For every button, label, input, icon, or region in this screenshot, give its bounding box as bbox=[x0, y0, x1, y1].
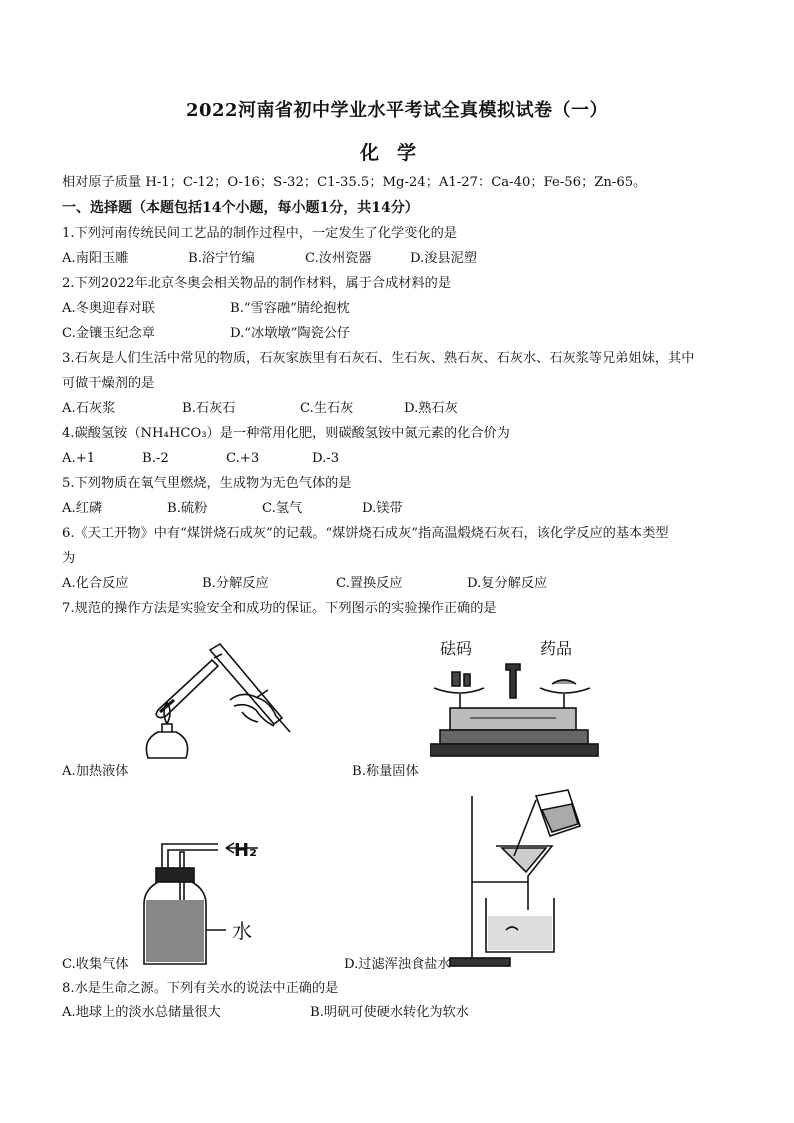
q3-stem-line1: 3.石灰是人们生活中常见的物质，石灰家族里有石灰石、生石灰、熟石灰、石灰水、石灰浆等兄弟姐妹，其中 bbox=[62, 351, 695, 366]
figure-gas-collection bbox=[140, 830, 290, 970]
q4-option-b[interactable]: B.-2 bbox=[142, 451, 169, 466]
q2-options-row2 bbox=[62, 325, 742, 343]
q8-option-b[interactable]: B.明矾可使硬水转化为软水 bbox=[310, 1005, 469, 1020]
q7-option-d[interactable]: D.过滤浑浊食盐水 bbox=[344, 957, 451, 972]
q4-option-d[interactable]: D.-3 bbox=[312, 451, 340, 466]
q3-option-d[interactable]: D.熟石灰 bbox=[404, 401, 458, 416]
q5-option-d[interactable]: D.镁带 bbox=[362, 501, 403, 516]
q7-option-b[interactable]: B.称量固体 bbox=[352, 764, 419, 779]
label-weights: 砝码 bbox=[440, 639, 473, 658]
q3-options bbox=[62, 400, 742, 418]
q3-stem-line2: 可做干燥剂的是 bbox=[62, 376, 155, 391]
q1-option-d[interactable]: D.浚县泥塑 bbox=[410, 251, 478, 266]
q4-options bbox=[62, 450, 742, 468]
q7-option-a[interactable]: A.加热液体 bbox=[62, 764, 129, 779]
q6-options bbox=[62, 575, 742, 593]
label-water: 水 bbox=[232, 919, 252, 943]
atomic-mass-line: 相对原子质量 H-1；C-12；O-16；S-32；C1-35.5；Mg-24；A1-27：Ca-40；Fe-56；Zn-65。 bbox=[62, 175, 647, 190]
q1-stem: 1.下列河南传统民间工艺品的制作过程中，一定发生了化学变化的是 bbox=[62, 226, 458, 241]
q6-option-b[interactable]: B.分解反应 bbox=[202, 576, 269, 591]
q2-option-c[interactable]: C.金镶玉纪念章 bbox=[62, 326, 155, 341]
q2-option-d[interactable]: D.“冰墩墩”陶瓷公仔 bbox=[230, 326, 351, 341]
q5-option-b[interactable]: B.硫粉 bbox=[167, 501, 208, 516]
q8-option-a[interactable]: A.地球上的淡水总储量很大 bbox=[62, 1005, 221, 1020]
q1-options bbox=[62, 250, 742, 268]
q5-option-a[interactable]: A.红磷 bbox=[62, 501, 103, 516]
label-h2: H₂ bbox=[234, 840, 257, 861]
q2-option-a[interactable]: A.冬奥迎春对联 bbox=[62, 301, 155, 316]
q7-option-c[interactable]: C.收集气体 bbox=[62, 957, 129, 972]
q7-stem: 7.规范的操作方法是实验安全和成功的保证。下列图示的实验操作正确的是 bbox=[62, 601, 497, 616]
q1-option-c[interactable]: C.汝州瓷器 bbox=[305, 251, 372, 266]
q6-option-c[interactable]: C.置换反应 bbox=[336, 576, 403, 591]
section-heading: 一、选择题（本题包括14个小题，每小题1分，共14分） bbox=[62, 200, 419, 216]
q4-stem: 4.碳酸氢铵（NH₄HCO₃）是一种常用化肥，则碳酸氢铵中氮元素的化合价为 bbox=[62, 426, 510, 441]
q1-option-b[interactable]: B.浴宁竹编 bbox=[188, 251, 255, 266]
q5-options bbox=[62, 500, 742, 518]
q8-options bbox=[62, 1004, 742, 1022]
q2-options-row1 bbox=[62, 300, 742, 318]
q3-option-c[interactable]: C.生石灰 bbox=[300, 401, 354, 416]
figure-balance bbox=[430, 636, 600, 766]
exam-title: 2022河南省初中学业水平考试全真模拟试卷（一） bbox=[185, 100, 609, 121]
q3-option-a[interactable]: A.石灰浆 bbox=[62, 401, 116, 416]
q4-option-a[interactable]: A.+1 bbox=[62, 451, 96, 466]
q4-option-c[interactable]: C.+3 bbox=[226, 451, 260, 466]
q6-stem-line1: 6.《天工开物》中有“煤饼烧石成灰”的记载。“煤饼烧石成灰”指高温煅烧石灰石，该化学反应的基本类型 bbox=[62, 526, 669, 541]
q5-option-c[interactable]: C.氢气 bbox=[262, 501, 303, 516]
q2-option-b[interactable]: B.“雪容融”腈纶抱枕 bbox=[230, 301, 350, 316]
q1-option-a[interactable]: A.南阳玉雕 bbox=[62, 251, 129, 266]
label-drug: 药品 bbox=[540, 639, 573, 658]
q3-option-b[interactable]: B.石灰石 bbox=[182, 401, 236, 416]
q6-stem-line2: 为 bbox=[62, 551, 76, 566]
q8-stem: 8.水是生命之源。下列有关水的说法中正确的是 bbox=[62, 981, 339, 996]
figure-filtration bbox=[440, 786, 590, 971]
figure-heating-liquid bbox=[130, 640, 300, 765]
q5-stem: 5.下列物质在氧气里燃烧，生成物为无色气体的是 bbox=[62, 476, 352, 491]
q2-stem: 2.下列2022年北京冬奥会相关物品的制作材料，属于合成材料的是 bbox=[62, 276, 452, 291]
q6-option-a[interactable]: A.化合反应 bbox=[62, 576, 129, 591]
q6-option-d[interactable]: D.复分解反应 bbox=[467, 576, 548, 591]
subject-title: 化学 bbox=[359, 142, 434, 164]
